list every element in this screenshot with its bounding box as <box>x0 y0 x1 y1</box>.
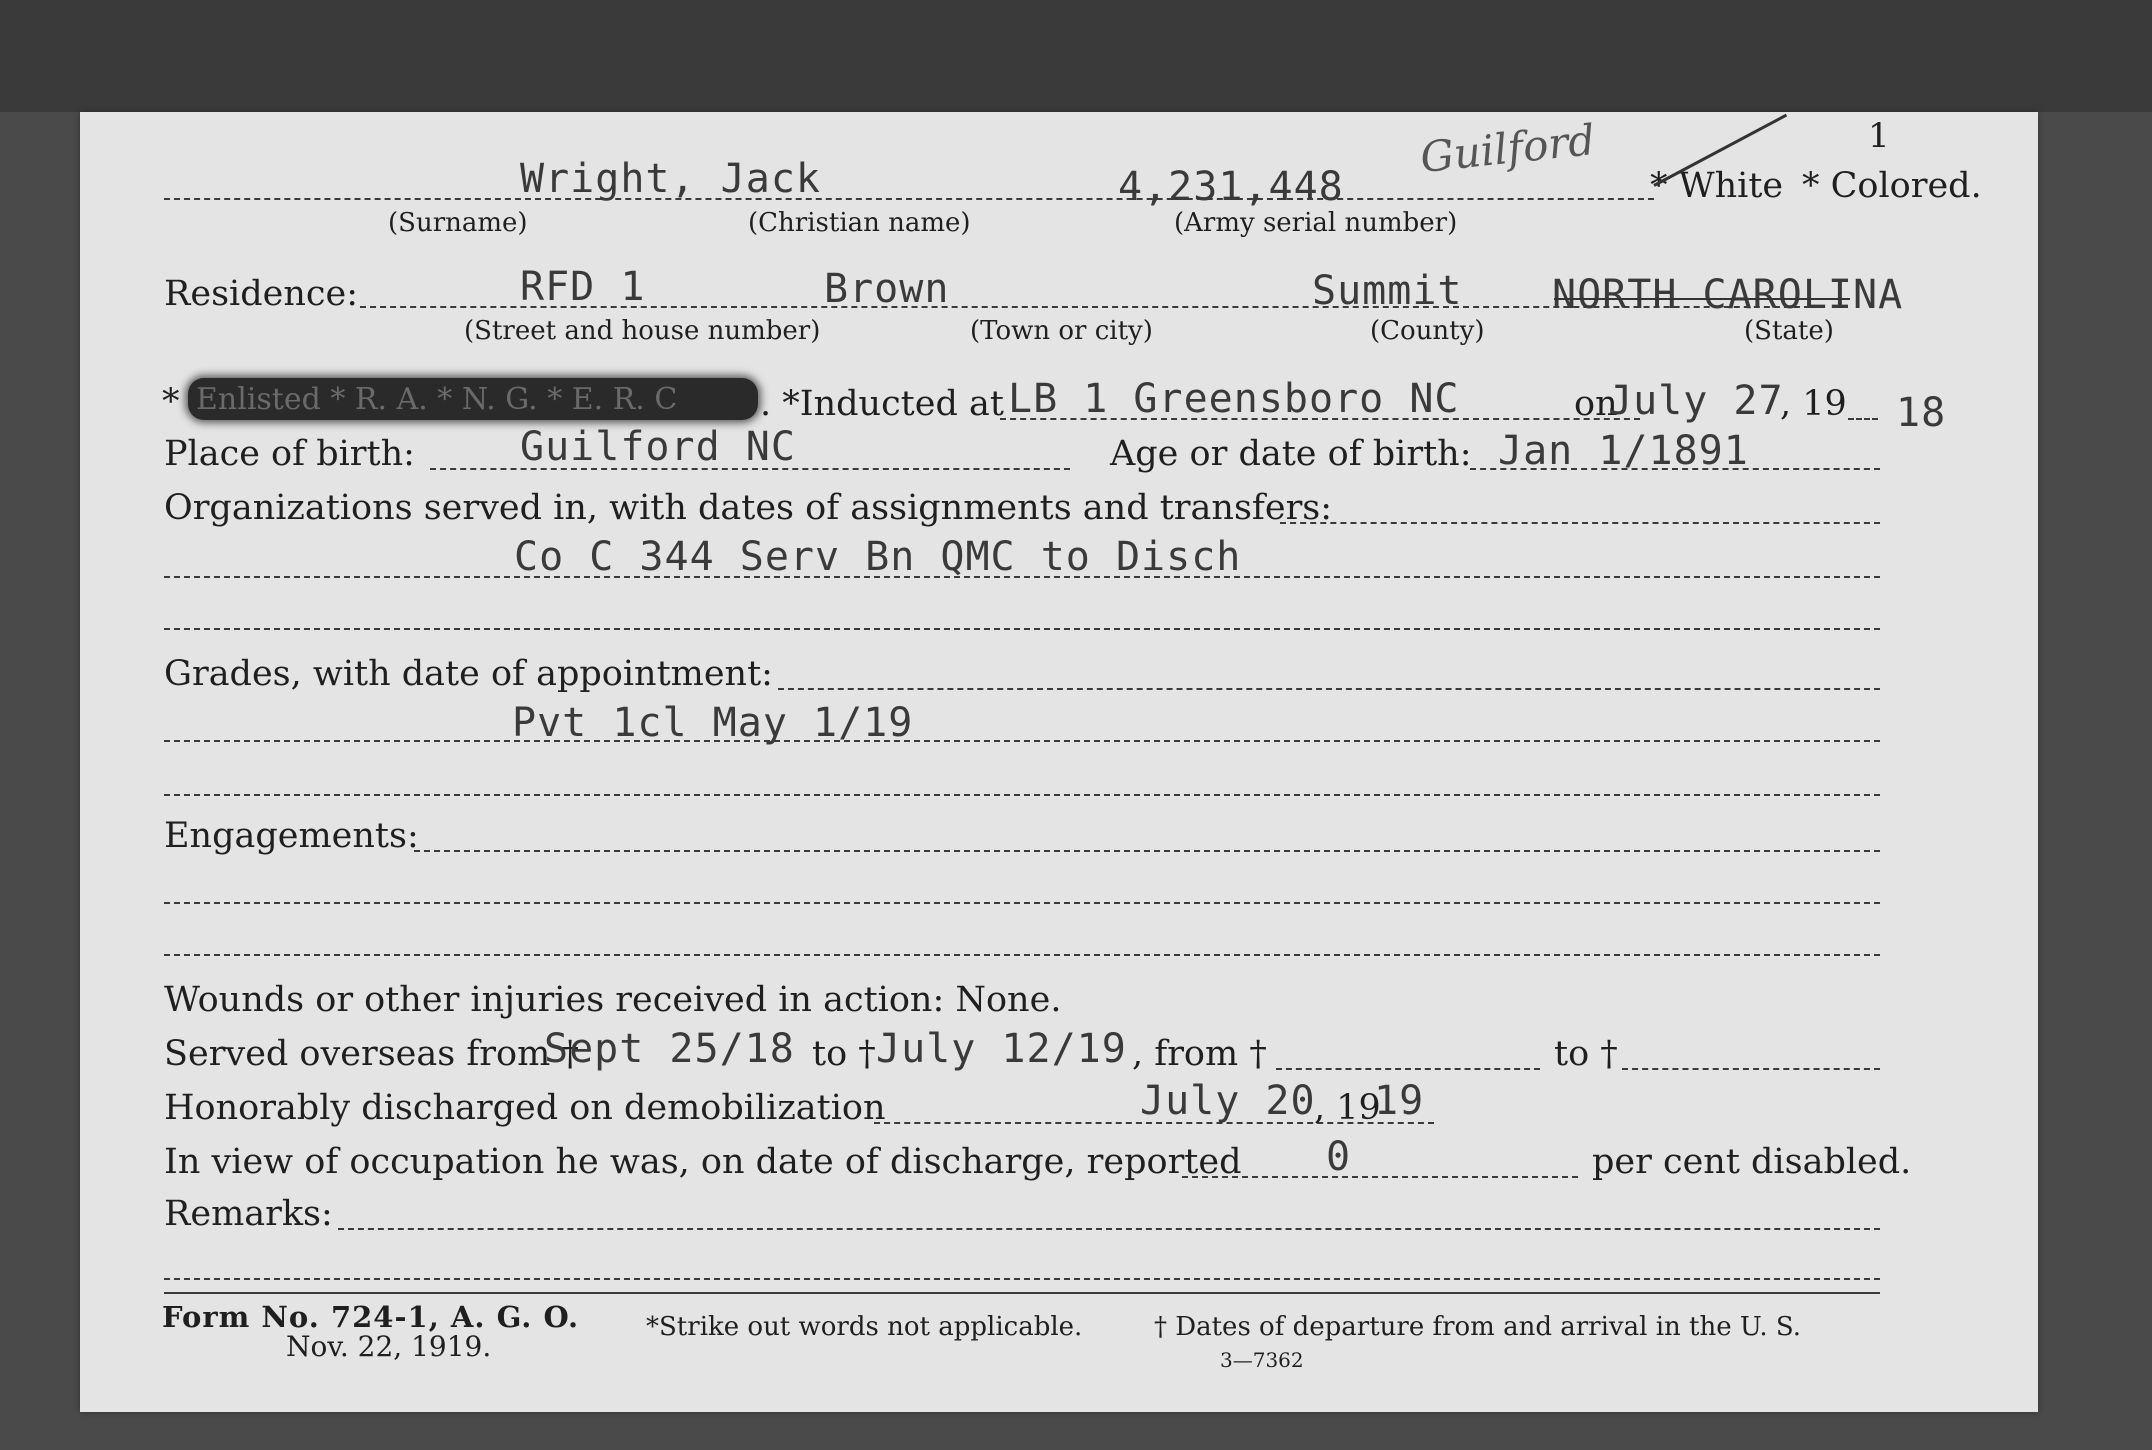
overseas-label: Served overseas from † <box>164 1034 579 1074</box>
grades-line-1 <box>778 688 1880 690</box>
remarks-line-1 <box>338 1228 1880 1230</box>
grades-value: Pvt 1cl May 1/19 <box>512 700 914 746</box>
engagements-line-2 <box>164 902 1880 904</box>
engagements-label: Engagements: <box>164 816 419 856</box>
disability-label: In view of occupation he was, on date of discharge, reported <box>164 1142 1242 1182</box>
colored-label: * Colored. <box>1802 166 1982 206</box>
serial-value: 4,231,448 <box>1118 164 1344 210</box>
overseas-to-label: to † <box>812 1034 876 1074</box>
grades-label: Grades, with date of appointment: <box>164 654 773 694</box>
organizations-line-1 <box>1280 522 1880 524</box>
enlisted-star: * <box>162 382 180 422</box>
disability-line <box>1182 1176 1578 1178</box>
organizations-line-3 <box>164 628 1880 630</box>
county-caption: (County) <box>1370 316 1485 346</box>
discharge-date: July 20 <box>1140 1078 1316 1124</box>
place-of-birth-label: Place of birth: <box>164 434 415 474</box>
age-value: Jan 1/1891 <box>1498 428 1749 474</box>
organizations-value: Co C 344 Serv Bn QMC to Disch <box>514 534 1242 580</box>
town-caption: (Town or city) <box>970 316 1153 346</box>
form-date: Nov. 22, 1919. <box>286 1330 492 1363</box>
remarks-label: Remarks: <box>164 1194 333 1234</box>
service-record-card <box>80 112 2038 1412</box>
scanner-background <box>0 0 2152 112</box>
surname-value: Wright, Jack <box>520 156 821 202</box>
town-value: Brown <box>824 266 950 312</box>
overseas-from2-line <box>1276 1068 1540 1070</box>
discharge-year-prefix: , 19 <box>1314 1088 1381 1128</box>
strike-out-note: *Strike out words not applicable. <box>646 1312 1083 1342</box>
overseas-to-value: July 12/19 <box>876 1026 1127 1072</box>
state-caption: (State) <box>1744 316 1834 346</box>
street-value: RFD 1 <box>520 264 646 310</box>
name-line <box>164 198 1654 200</box>
discharge-year: 19 <box>1374 1078 1425 1124</box>
form-number: Form No. 724-1, A. G. O. <box>162 1300 580 1334</box>
overseas-to2-line <box>1622 1068 1880 1070</box>
handwritten-county: Guilford <box>1417 114 1598 183</box>
card-number: 1 <box>1868 116 1890 156</box>
induction-date: July 27 <box>1608 378 1784 424</box>
disability-value: 0 <box>1326 1134 1352 1180</box>
street-caption: (Street and house number) <box>464 316 821 346</box>
overseas-from-value: Sept 25/18 <box>544 1026 795 1072</box>
remarks-line-2 <box>164 1278 1880 1280</box>
grades-line-3 <box>164 794 1880 796</box>
redacted-enlistment-options <box>188 378 758 420</box>
wounds-label: Wounds or other injuries received in action: None. <box>164 980 1062 1020</box>
residence-label: Residence: <box>164 274 358 314</box>
place-of-birth-value: Guilford NC <box>520 424 796 470</box>
dates-note: † Dates of departure from and arrival in the U. S. <box>1154 1312 1802 1342</box>
disability-suffix: per cent disabled. <box>1592 1142 1912 1182</box>
grades-line-2 <box>164 740 1880 742</box>
inducted-label: . *Inducted at <box>760 384 1004 424</box>
on-label: on <box>1574 384 1618 424</box>
induction-year: 18 <box>1896 390 1947 436</box>
age-label: Age or date of birth: <box>1110 434 1472 474</box>
organizations-label: Organizations served in, with dates of assignments and transfers: <box>164 488 1333 528</box>
state-strikethrough <box>1554 298 1850 300</box>
induction-year-prefix: , 19 <box>1780 384 1847 424</box>
print-code: 3—7362 <box>1220 1348 1304 1372</box>
county-value: Summit <box>1312 268 1463 314</box>
white-label: * White <box>1650 166 1784 206</box>
serial-caption: (Army serial number) <box>1174 208 1458 238</box>
footer-rule <box>164 1292 1880 1294</box>
engagements-line-1 <box>414 850 1880 852</box>
overseas-to2-label: to † <box>1554 1034 1618 1074</box>
redacted-text: Enlisted * R. A. * N. G. * E. R. C <box>196 382 678 417</box>
year-line <box>1848 418 1878 420</box>
inducted-value: LB 1 Greensboro NC <box>1008 376 1460 422</box>
overseas-from2-label: , from † <box>1132 1034 1267 1074</box>
engagements-line-3 <box>164 954 1880 956</box>
christian-name-caption: (Christian name) <box>748 208 971 238</box>
surname-caption: (Surname) <box>388 208 528 238</box>
organizations-line-2 <box>164 576 1880 578</box>
discharge-label: Honorably discharged on demobilization <box>164 1088 886 1128</box>
inducted-line <box>1000 418 1640 420</box>
state-value: NORTH CAROLINA <box>1552 272 1904 318</box>
